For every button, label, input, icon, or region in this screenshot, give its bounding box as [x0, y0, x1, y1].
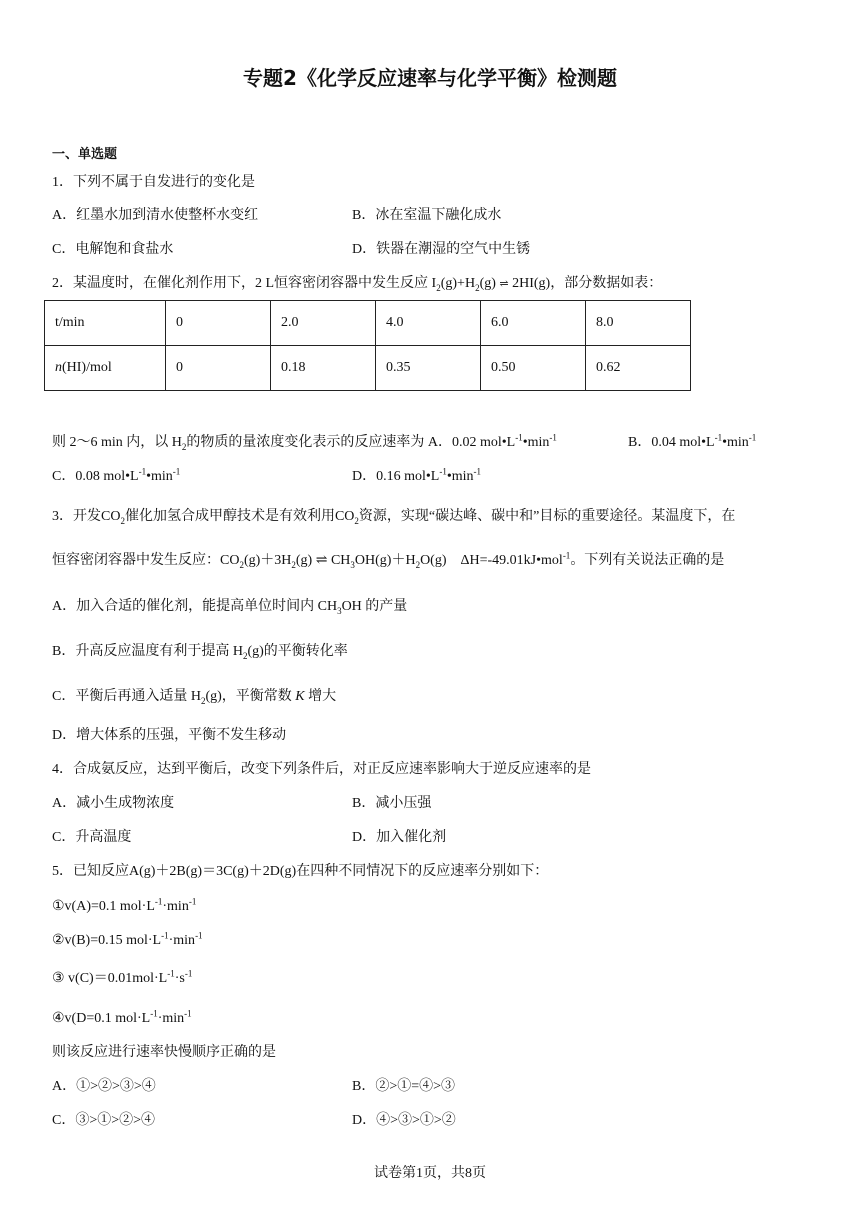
section-heading: 一、单选题 — [52, 147, 118, 162]
table-cell: 4.0 — [376, 301, 481, 346]
q4-option-d: D．加入催化剂 — [352, 830, 447, 845]
q5-option-a: A．①>②>③>④ — [52, 1079, 156, 1094]
equilibrium-arrow-icon: ⇌ — [499, 278, 509, 290]
q4-option-b: B．减小压强 — [352, 796, 432, 811]
page-footer: 试卷第1页，共8页 — [374, 1166, 486, 1181]
table-row — [45, 346, 691, 391]
data-table — [44, 300, 691, 391]
q5-stem: 5．已知反应A(g)＋2B(g)＝3C(g)＋2D(g)在四种不同情况下的反应速率分别如下： — [52, 864, 549, 879]
q4-option-c: C．升高温度 — [52, 830, 132, 845]
q5-option-b: B．②>①=④>③ — [352, 1079, 456, 1094]
table-cell: 0.35 — [376, 346, 481, 391]
q1-option-d: D．铁器在潮湿的空气中生锈 — [352, 242, 531, 257]
q2-option-c: C．0.08 $mol•L^{-1}•\min^{-1}$ — [52, 466, 181, 484]
q2-follow: 则 2～6 min 内，以 $H_2$的物质的量浓度变化表示的反应速率为 A．0.02 $mol•L^{-1}•\min^{-1}$ — [52, 432, 557, 452]
table-cell: t/min — [45, 301, 166, 346]
q1-stem: 1．下列不属于自发进行的变化是 — [52, 175, 255, 190]
q2-stem: 2．某温度时，在催化剂作用下，2 L恒容密闭容器中发生反应 $I_2(g)+H_2(g)$ ⇌ 2HI(g)，部分数据如表： — [52, 276, 663, 294]
table-cell: 0.50 — [481, 346, 586, 391]
table-cell: 0 — [166, 346, 271, 391]
q3-option-a: A．加入合适的催化剂，能提高单位时间内 $CH_3OH$ 的产量 — [52, 599, 408, 616]
table-cell: 0.62 — [586, 346, 691, 391]
table-cell: 6.0 — [481, 301, 586, 346]
table-row — [45, 301, 691, 346]
q1-option-c: C．电解饱和食盐水 — [52, 242, 174, 257]
q3-stem-line1: 3．开发$CO_2$催化加氢合成甲醇技术是有效利用$CO_2$资源，实现“碳达峰、碳中和”目标的重要途径。某温度下，在 — [52, 509, 736, 526]
q5-rate-1: ①v(A)=0.1 $mol\cdot L^{-1}\cdot\min^{-1}$ — [52, 896, 197, 914]
page-title: 专题2《化学反应速率与化学平衡》检测题 — [243, 66, 617, 90]
q5-rate-2: ②v(B)=0.15 $mol\cdot L^{-1}\cdot\min^{-1}$ — [52, 930, 203, 948]
q5-option-d: D．④>③>①>② — [352, 1113, 456, 1128]
q2-option-d: D．0.16 $mol•L^{-1}•\min^{-1}$ — [352, 466, 482, 484]
table-cell: 0.18 — [271, 346, 376, 391]
q5-ask: 则该反应进行速率快慢顺序正确的是 — [52, 1045, 276, 1060]
q2-option-b: B．0.04 $mol•L^{-1}•\min^{-1}$ — [628, 432, 757, 450]
q3-option-c: C．平衡后再通入适量 $H_2(g)$，平衡常数 K 增大 — [52, 689, 337, 706]
table-cell: n(HI)/mol — [45, 346, 166, 391]
q5-rate-4: ④v(D=0.1 $mol\cdot L^{-1}\cdot\min^{-1}$ — [52, 1008, 192, 1026]
table-cell: 8.0 — [586, 301, 691, 346]
q5-option-c: C．③>①>②>④ — [52, 1113, 156, 1128]
q4-stem: 4．合成氨反应，达到平衡后，改变下列条件后，对正反应速率影响大于逆反应速率的是 — [52, 762, 591, 777]
q1-option-a: A．红墨水加到清水使整杯水变红 — [52, 208, 259, 223]
q5-rate-3: ③ $v(C)=0.01mol\cdot L^{-1}\cdot s^{-1}$ — [52, 968, 193, 986]
table-cell: 0 — [166, 301, 271, 346]
q3-option-d: D．增大体系的压强，平衡不发生移动 — [52, 728, 287, 743]
q3-stem-line2: 恒容密闭容器中发生反应：$CO_2(g)+3H_2(g)$ ⇌ $CH_3OH(g)+H_2O(g)$ ΔH=-49.01kJ•mol$^{-1}$。下列有关说法正确的是 — [52, 550, 725, 570]
q1-option-b: B．冰在室温下融化成水 — [352, 208, 502, 223]
q3-option-b: B．升高反应温度有利于提高 $H_2(g)$的平衡转化率 — [52, 644, 348, 661]
q4-option-a: A．减小生成物浓度 — [52, 796, 175, 811]
table-cell: 2.0 — [271, 301, 376, 346]
